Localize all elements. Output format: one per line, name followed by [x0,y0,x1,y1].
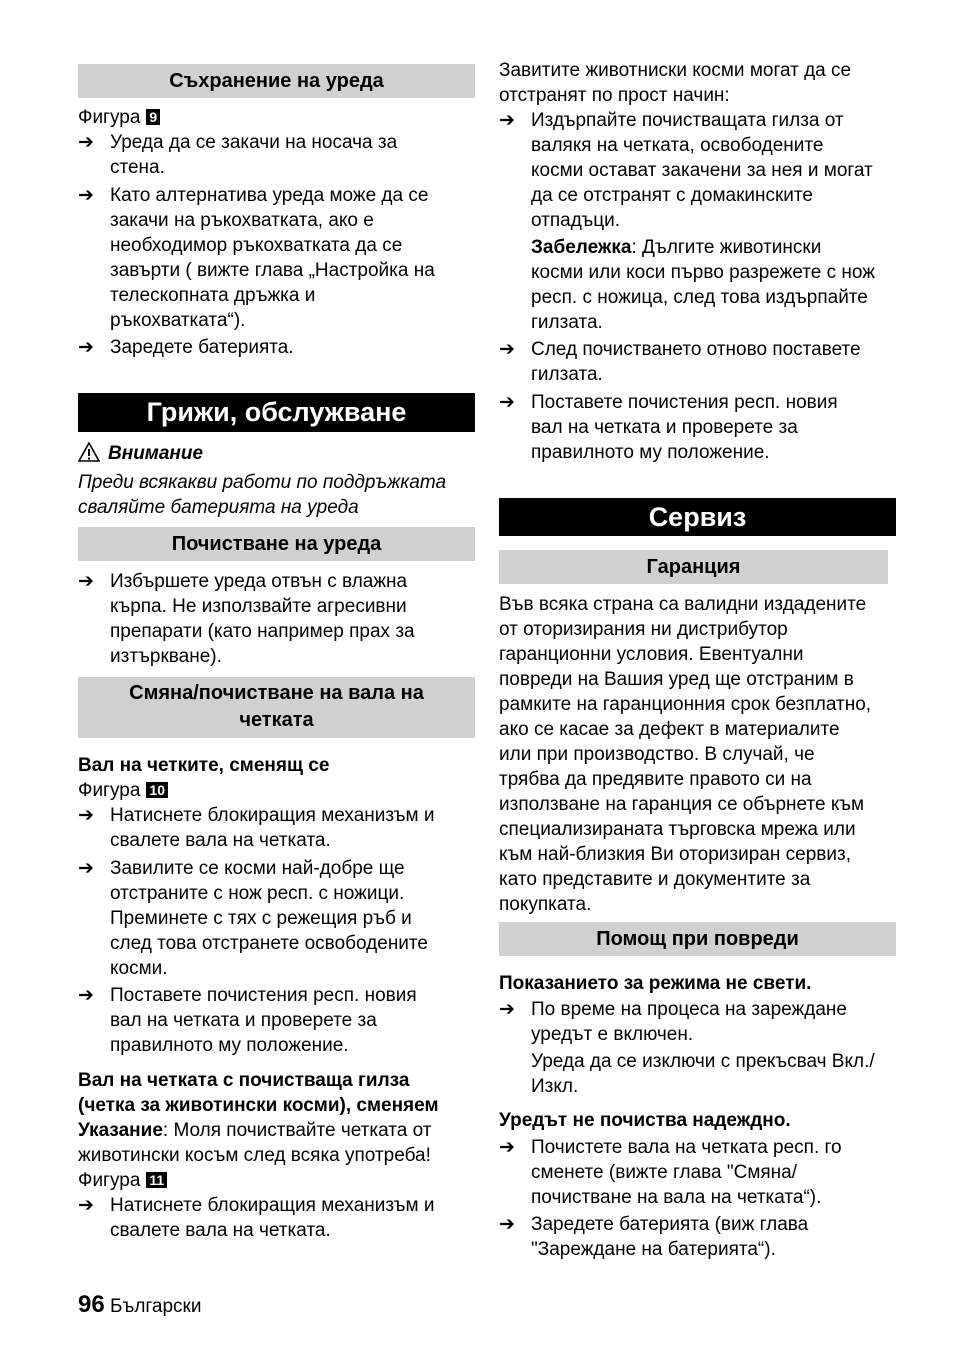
list-item-text: Поставете почистения респ. новия вал на четката и проверете за правилното му положение. [110,985,417,1056]
remark-text: : Дългите животински косми или коси първо разрежете с нож респ. с ножица, след това издърпайте гилзата. [531,237,875,333]
figure-number-badge: 9 [146,109,160,125]
fault1-extra-text: Уреда да се изключи с прекъсвач Вкл./ Изкл. [531,1051,875,1097]
arrow-icon: ➔ [78,571,94,592]
section-heading-roller: Смяна/почистване на вала на четката [78,677,475,738]
arrow-icon: ➔ [499,110,515,131]
list-item-text: След почистването отново поставете гилзата. [531,339,861,385]
page-footer [78,1292,475,1319]
list-item-text: Почистете вала на четката респ. го сменете (вижте глава "Смяна/ почистване на вала на четката“). [531,1137,842,1208]
note-paragraph [78,1118,475,1168]
warning-text: Преди всякакви работи по поддръжката сваляйте батерията на уреда [78,472,447,518]
page-number: 96 [78,1291,105,1318]
arrow-icon: ➔ [78,985,94,1006]
list-item [78,335,475,360]
subheading-roller-sleeve: Вал на четката с почистваща гилза (четка за животински косми), сменяем [78,1070,439,1116]
figure-ref-11 [78,1168,475,1193]
list-item [78,983,475,1058]
section-heading-storage: Съхранение на уреда [78,64,475,98]
list-item [78,183,475,333]
figure-label: Фигура [78,1170,141,1191]
list-item [499,108,896,233]
warning-triangle-icon [78,442,100,462]
arrow-icon: ➔ [78,185,94,206]
figure-label: Фигура [78,107,141,128]
list-item [499,1212,896,1262]
list-item-text: Заредете батерията (виж глава "Зареждане на батерията“). [531,1214,809,1260]
list-item [499,1135,896,1210]
list-item-text: Избършете уреда отвън с влажна кърпа. Не използвайте агресивни препарати (като например прах за изтъркване). [110,571,415,667]
list-item-text: Уреда да се закачи на носача за стена. [110,132,398,178]
fault-heading-cleaning: Уредът не почиства надеждно. [499,1110,791,1131]
list-item [499,337,896,387]
list-item-text: Завилите се косми най-добре ще отстраните с нож респ. с ножици. Преминете с тях с режещия ръб и след това отстранете освободените косми. [110,858,428,979]
arrow-icon: ➔ [499,392,515,413]
list-item [499,390,896,465]
warning-title [78,441,475,466]
list-item-text: Натиснете блокиращия механизъм и свалете вала на четката. [110,805,435,851]
note-text: : Моля почиствайте четката от животински косъм след всяка употреба! [78,1120,432,1166]
list-item-text: Като алтернатива уреда може да се закачи на ръкохватката, ако е необходимор ръкохватката да се завърти ( вижте глава „Настройка на телескопната дръжка и ръкохватката“). [110,185,435,331]
list-item [78,803,475,853]
list-item [499,997,896,1047]
figure-number-badge: 11 [146,1172,167,1188]
section-heading-warranty: Гаранция [499,550,888,584]
arrow-icon: ➔ [78,337,94,358]
chapter-heading-care: Грижи, обслужване [78,393,475,432]
section-heading-help: Помощ при повреди [499,922,896,956]
chapter-heading-service: Сервиз [499,498,896,536]
list-item [78,856,475,981]
arrow-icon: ➔ [499,999,515,1020]
arrow-icon: ➔ [78,132,94,153]
fault-heading-indicator: Показанието за режима не свети. [499,973,812,994]
section-heading-cleaning: Почистване на уреда [78,527,475,561]
warranty-paragraph: Във всяка страна са валидни издадените от оторизирания ни дистрибутор гаранционни условия. Евентуални повреди на Вашия уред ще отстраним в рамките на гаранционния срок безплатно, ако се касае за дефект в материалите или при производство. В случай, че трябва да предявите правото си на използване на гаранция се обърнете към специализираната търговска мрежа или към най-близкия Ви оторизиран сервиз, като представите и документите за покупката. [499,594,872,915]
list-item [78,569,475,669]
remark-label: Забележка [531,237,632,258]
arrow-icon: ➔ [499,1214,515,1235]
arrow-icon: ➔ [78,858,94,879]
arrow-icon: ➔ [78,1195,94,1216]
list-item [78,1193,475,1243]
subheading-roller-replaceable: Вал на четките, сменящ се [78,755,330,776]
list-item-text: Натиснете блокиращия механизъм и свалете вала на четката. [110,1195,435,1241]
figure-ref-9 [78,105,475,130]
arrow-icon: ➔ [499,1137,515,1158]
list-item [78,130,475,180]
warning-title-text: Внимание [108,443,204,464]
arrow-icon: ➔ [78,805,94,826]
figure-number-badge: 10 [146,782,168,798]
figure-ref-10 [78,778,475,803]
footer-language: Български [109,1296,202,1317]
intro-paragraph: Завитите животниски косми могат да се отстранят по прост начин: [499,60,852,106]
list-item-text: Издърпайте почистващата гилза от валякя на четката, освободените косми остават закачени за нея и могат да се отстранят с домакинските отпадъци. [531,110,873,231]
list-item-text: Поставете почистения респ. новия вал на четката и проверете за правилното му положение. [531,392,838,463]
arrow-icon: ➔ [499,339,515,360]
remark-paragraph [531,235,896,335]
note-label: Указание [78,1120,163,1141]
list-item-text: Заредете батерията. [110,337,294,358]
list-item-text: По време на процеса на зареждане уредът е включен. [531,999,847,1045]
figure-label: Фигура [78,780,141,801]
